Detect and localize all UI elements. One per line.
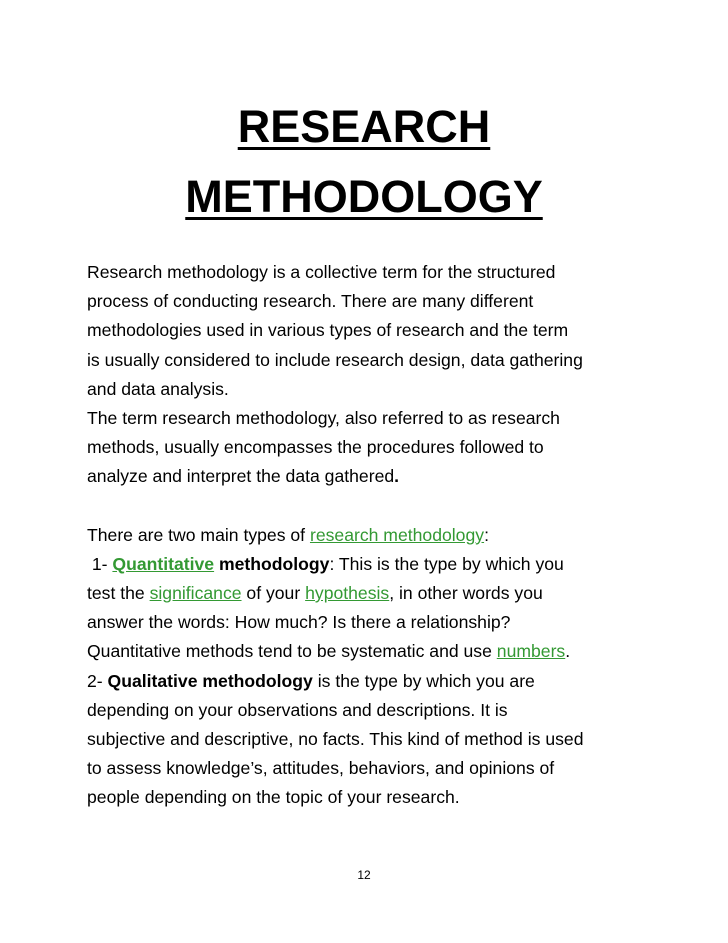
types-intro-text: There are two main types of — [87, 524, 310, 545]
item-2-line: people depending on the topic of your research. — [87, 787, 460, 808]
paragraph-1-line: process of conducting research. There are many different — [87, 291, 534, 312]
paragraph-2-line: methods, usually encompasses the procedures followed to — [87, 437, 544, 458]
paragraph-2-text: analyze and interpret the data gathered — [87, 466, 395, 487]
page-number: 12 — [357, 868, 371, 882]
significance-link[interactable]: significance — [149, 583, 242, 604]
item-2-line: to assess knowledge’s, attitudes, behaviors, and opinions of — [87, 758, 555, 779]
item-1-number: 1- — [87, 553, 113, 574]
quantitative-link[interactable]: Quantitative — [112, 553, 215, 574]
page-title-line-1: RESEARCH — [237, 101, 491, 152]
item-1-period: . — [565, 641, 571, 662]
item-1-text: Quantitative methods tend to be systematic and use — [87, 641, 497, 662]
types-colon: : — [484, 524, 489, 545]
item-2-heading: Qualitative methodology — [107, 670, 313, 691]
item-1-text: , in other words you — [389, 583, 543, 604]
paragraph-1-line: Research methodology is a collective term for the structured — [87, 262, 556, 282]
page-title-line-2: METHODOLOGY — [185, 171, 543, 222]
item-2-number: 2- — [87, 670, 108, 691]
item-1-line-3: answer the words: How much? Is there a relationship? — [87, 612, 511, 633]
item-1-text: : This is the type by which you — [329, 553, 564, 574]
item-1-line-1 — [87, 550, 647, 579]
paragraph-1-line: is usually considered to include research design, data gathering — [87, 349, 583, 370]
paragraph-2-period: . — [394, 466, 400, 487]
item-1-text: of your — [241, 583, 306, 604]
item-1-line-4 — [87, 637, 647, 666]
item-1-heading: methodology — [214, 553, 330, 574]
item-2-line: depending on your observations and descriptions. It is — [87, 699, 508, 720]
item-2-line: subjective and descriptive, no facts. This kind of method is used — [87, 729, 584, 749]
paragraph-2-line: The term research methodology, also referred to as research — [87, 407, 560, 428]
blank-line — [87, 492, 647, 521]
numbers-link[interactable]: numbers — [496, 641, 566, 662]
paragraph-1-line: methodologies used in various types of research and the term — [87, 320, 569, 341]
item-1-line-2 — [87, 579, 647, 608]
item-2-line-1 — [87, 667, 647, 696]
hypothesis-link[interactable]: hypothesis — [305, 583, 390, 604]
types-intro-line — [87, 521, 647, 550]
item-2-text: is the type by which you are — [312, 670, 535, 691]
research-methodology-link[interactable]: research methodology — [309, 524, 485, 545]
paragraph-1-line: and data analysis. — [87, 378, 229, 399]
item-1-text: test the — [87, 583, 150, 604]
paragraph-2-line — [87, 462, 647, 491]
body-text — [87, 258, 647, 813]
